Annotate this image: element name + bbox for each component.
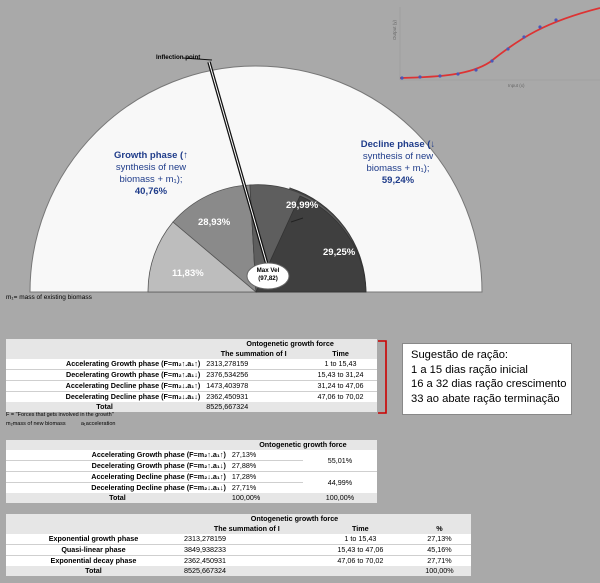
table3-row-label: Exponential decay phase [6,556,181,567]
table1-row-time: 1 to 15,43 [324,359,357,368]
suggestion-line3: 33 ao abate ração terminação [411,392,560,405]
table1-row-time: 47,06 to 70,02 [304,392,377,403]
table1-row-label: Decelerating Growth phase (F=m₂↑.a₁↓) [6,370,203,381]
table3-row-label: Exponential growth phase [48,534,139,543]
table3-row-label: Quasi-linear phase [6,545,181,556]
table2-row-value: 27,88% [229,461,303,472]
table1-col2: Time [304,349,377,359]
table1-row-label: Accelerating Decline phase (F=m₂↓.a₁↑) [6,381,203,392]
table3-row-value: 3849,938233 [181,545,313,556]
table1-row-value: 2362,450931 [203,392,304,403]
table2-row-label: Decelerating Decline phase (F=m₂↓.a₁↓) [6,483,229,494]
table1-total-label: Total [6,402,203,412]
mass-note: m₁= mass of existing biomass [6,294,92,301]
table2-group2: 44,99% [303,472,377,494]
feed-suggestion-box [402,343,572,415]
decline-line3: biomass + m₁); [366,163,430,174]
table2-row-value: 17,28% [229,472,303,483]
decline-phase-label [343,139,453,187]
table1-title: Ontogenetic growth force [203,339,377,349]
table1-row-value: 2313,278159 [206,359,249,368]
inflection-label: Inflection point [156,54,201,61]
table3-row-pct: 27,71% [408,556,471,567]
max-vel-value: (97,82) [258,275,278,282]
table2-total-value2: 100,00% [303,493,377,503]
table3-title: Ontogenetic growth force [181,514,408,524]
growth-pct: 40,76% [134,186,168,197]
table1-row-value: 2376,534256 [203,370,304,381]
table2-total-label: Total [6,493,229,503]
growth-line2: synthesis of new [115,162,187,173]
decline-title: Decline phase (↓ [360,139,436,150]
segment-outer-left-label: 11,83% [172,268,204,279]
inset-ylabel: Output (y) [392,19,397,40]
segment-inner-left-label: 28,93% [198,217,231,228]
growth-line3: biomass + m₁); [119,174,183,185]
table3-row-time: 15,43 to 47,06 [313,545,408,556]
table2-title: Ontogenetic growth force [229,440,377,450]
suggestion-title: Sugestão de ração: [411,349,509,361]
table2-row-label: Decelerating Growth phase (F=m₂↑.a₁↓) [6,461,229,472]
table3-col2: Time [313,524,408,534]
suggestion-line2: 16 a 32 dias ração crescimento [411,378,567,390]
table1-row-value: 1473,403978 [203,381,304,392]
table3-total-pct: 100,00% [408,566,471,576]
table3-row-time: 47,06 to 70,02 [313,556,408,567]
table1-row-time: 15,43 to 31,24 [304,370,377,381]
table3-total-label: Total [6,566,181,576]
growth-force-table-3 [6,514,471,576]
inset-xlabel: Input (x) [508,83,525,88]
inset-growth-curve [400,7,600,80]
table3-row-pct: 27,13% [427,534,452,543]
decline-line2: synthesis of new [362,151,434,162]
table1-row-label: Accelerating Growth phase (F=m₂↑.a₁↑) [66,359,201,368]
suggestion-line1: 1 a 15 dias ração inicial [411,363,528,376]
table1-foot1: F = "Forces that gets involved in the growth" [6,412,114,418]
decline-pct: 59,24% [381,175,415,186]
table3-row-value: 2313,278159 [183,534,226,543]
max-vel-title: Max Vel [256,267,280,274]
growth-force-table-2 [6,440,377,503]
table3-total-value: 8525,667324 [181,566,313,576]
segment-outer-right-label: 29,25% [323,247,356,258]
table2-total-value: 100,00% [229,493,303,503]
table1-total-value: 8525,667324 [203,402,304,412]
max-vel-label [247,267,289,283]
growth-phase-label [96,150,206,198]
table3-col1: The summation of I [181,524,313,534]
growth-title: Growth phase (↑ [114,150,188,161]
table1-row-time: 31,24 to 47,06 [304,381,377,392]
table3-col3: % [408,524,471,534]
table1-foot2: m₂mass of new biomass a₁acceleration [6,421,116,427]
table1-row-label: Decelerating Decline phase (F=m₂↓.a₁↓) [6,392,203,403]
growth-force-table-1 [6,339,377,412]
table2-row-value: 27,71% [229,483,303,494]
segment-inner-right-label: 29,99% [286,200,319,211]
table2-group1: 55,01% [327,455,353,465]
table3-row-pct: 45,16% [408,545,471,556]
table3-row-time: 1 to 15,43 [344,534,377,543]
table3-row-value: 2362,450931 [181,556,313,567]
table1-col1: The summation of I [203,349,304,359]
table1-bracket [376,339,396,415]
table2-row-label: Accelerating Growth phase (F=m₂↑.a₁↑) [91,450,226,459]
table2-row-value: 27,13% [231,450,257,459]
table2-row-label: Accelerating Decline phase (F=m₂↓.a₁↑) [6,472,229,483]
